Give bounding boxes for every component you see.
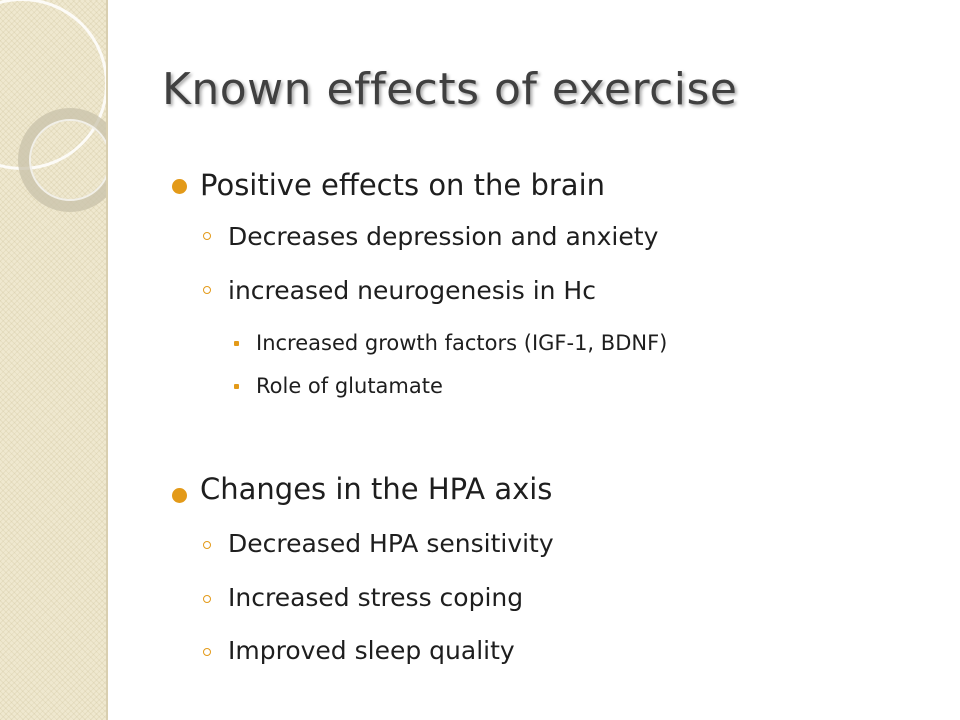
section-heading: Positive effects on the brain [200, 168, 606, 202]
circle-bullet-icon [203, 595, 211, 603]
list-item: Increased stress coping [228, 583, 524, 612]
list-item: Improved sleep quality [228, 636, 515, 665]
list-item: Decreases depression and anxiety [228, 222, 659, 251]
circle-bullet-icon [203, 286, 211, 294]
section-bullet-icon [172, 179, 187, 194]
square-bullet-icon [234, 341, 239, 346]
list-item: increased neurogenesis in Hc [228, 276, 596, 305]
square-bullet-icon [234, 384, 239, 389]
section-heading: Changes in the HPA axis [200, 472, 553, 506]
list-item: Decreased HPA sensitivity [228, 529, 554, 558]
circle-bullet-icon [203, 232, 211, 240]
section-bullet-icon [172, 488, 187, 503]
slide-title: Known effects of exercise [162, 64, 738, 115]
sub-list-item: Role of glutamate [256, 374, 443, 398]
sub-list-item: Increased growth factors (IGF-1, BDNF) [256, 331, 668, 355]
circle-bullet-icon [203, 648, 211, 656]
circle-bullet-icon [203, 541, 211, 549]
